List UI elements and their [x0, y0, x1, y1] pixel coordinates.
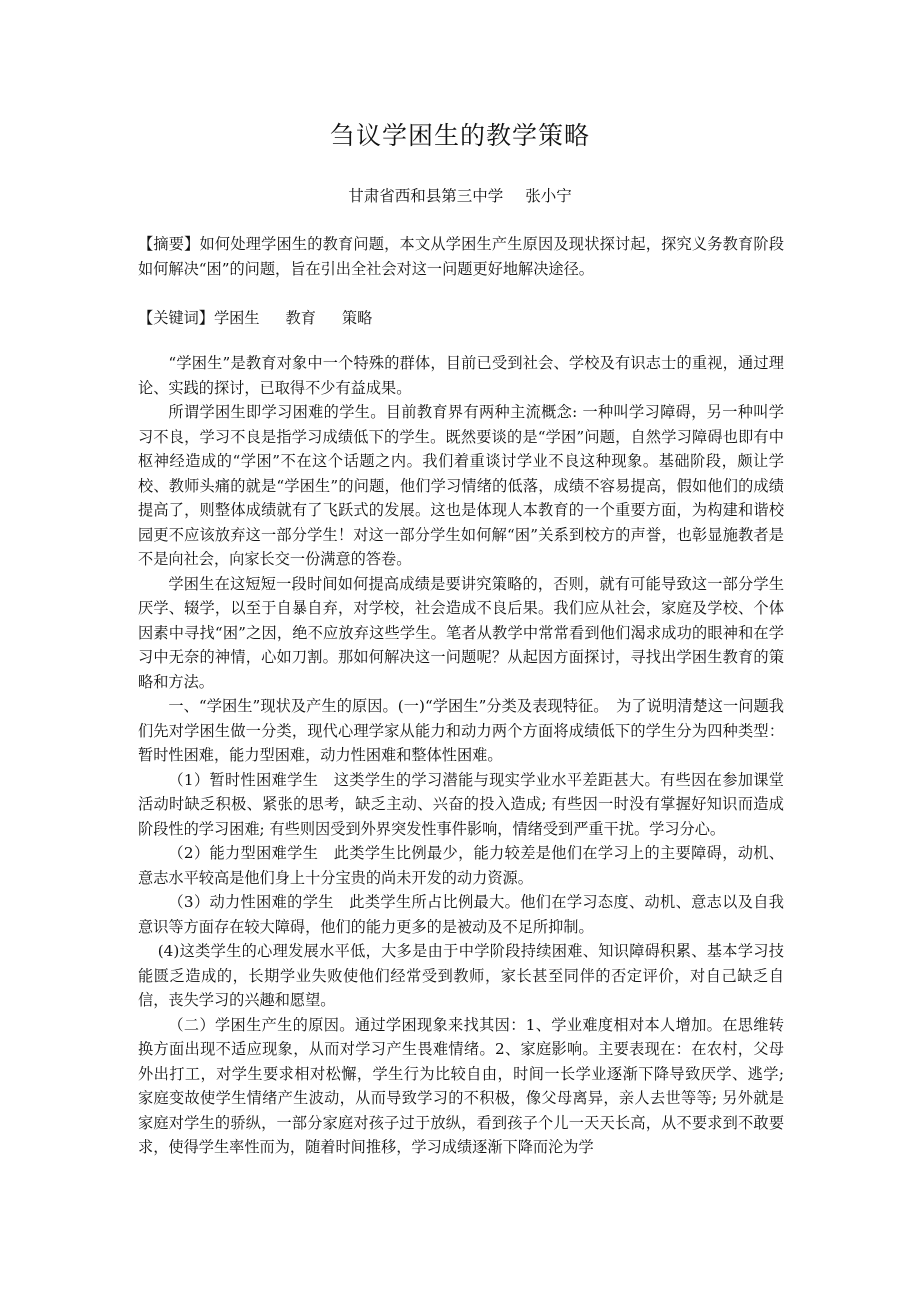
- paragraph: “学困生”是教育对象中一个特殊的群体，目前已受到社会、学校及有识志士的重视，通过理论、实践的探讨，已取得不少有益成果。: [138, 354, 784, 397]
- author-line: [0, 184, 920, 208]
- keywords-label: 【关键词】: [138, 309, 214, 327]
- document-title: 刍议学困生的教学策略: [329, 121, 590, 150]
- abstract-text: 如何处理学困生的教育问题，本文从学困生产生原因及现状探讨起，探究义务教育阶段如何解决“困”的问题，旨在引出全社会对这一问题更好地解决途径。: [138, 235, 785, 278]
- abstract-label: 【摘要】: [138, 235, 200, 253]
- paragraph: 一、“学困生”现状及产生的原因。(一)“学困生”分类及表现特征。 为了说明清楚这一问题我们先对学困生做一分类，现代心理学家从能力和动力两个方面将成绩低下的学生分为四种类型：暂时性困难，能力型困难，动力性困难和整体性困难。: [138, 697, 784, 764]
- body-text: [138, 351, 784, 1160]
- keyword: 策略: [341, 309, 373, 327]
- paragraph: 学困生在这短短一段时间如何提高成绩是要讲究策略的，否则，就有可能导致这一部分学生厌学、辍学，以至于自暴自弃，对学校，社会造成不良后果。我们应从社会，家庭及学校、个体因素中寻找“困”之因，绝不应放弃这些学生。笔者从教学中常常看到他们渴求成功的眼神和在学习中无奈的神情，心如刀割。那如何解决这一问题呢？从起因方面探讨，寻找出学困生教育的策略和方法。: [138, 574, 784, 691]
- paragraph: （2）能力型困难学生 此类学生比例最少，能力较差是他们在学习上的主要障碍，动机、意志水平较高是他们身上十分宝贵的尚未开发的动力资源。: [138, 844, 784, 887]
- keyword: 学困生: [213, 309, 260, 327]
- paragraph: 所谓学困生即学习困难的学生。目前教育界有两种主流概念: 一种叫学习障碍，另一种叫学习不良，学习不良是指学习成绩低下的学生。既然要谈的是“学困”问题，自然学习障碍也即有中枢神经造成的“学困”不在这个话题之内。我们着重谈讨学业不良这种现象。基础阶段，颇让学校、教师头痛的就是“学困生”的问题，他们学习情绪的低落，成绩不容易提高，假如他们的成绩提高了，则整体成绩就有了飞跃式的发展。这也是体现人本教育的一个重要方面，为构建和谐校园更不应该放弃这一部分学生！对这一部分学生如何解“困”关系到校方的声誉，也彰显施教者是不是向社会，向家长交一份满意的答卷。: [138, 403, 784, 568]
- paragraph: （3）动力性困难的学生 此类学生所占比例最大。他们在学习态度、动机、意志以及自我意识等方面存在较大障碍，他们的能力更多的是被动及不足所抑制。: [138, 893, 784, 936]
- keyword: 教育: [285, 309, 316, 327]
- paragraph: (4)这类学生的心理发展水平低，大多是由于中学阶段持续困难、知识障碍积累、基本学习技能匮乏造成的，长期学业失败使他们经常受到教师，家长甚至同伴的否定评价，对自己缺乏自信，丧失学习的兴趣和愿望。: [138, 942, 784, 1009]
- author-organization: 甘肃省西和县第三中学: [348, 187, 504, 205]
- author-name: 张小宁: [525, 187, 572, 205]
- paragraph: （1）暂时性困难学生 这类学生的学习潜能与现实学业水平差距甚大。有些因在参加课堂活动时缺乏积极、紧张的思考，缺乏主动、兴奋的投入造成; 有些因一时没有掌握好知识而造成阶段性的学习困难; 有些则因受到外界突发性事件影响，情绪受到严重干扰。学习分心。: [138, 770, 784, 838]
- abstract: [138, 232, 784, 281]
- paragraph: （二）学困生产生的原因。通过学困现象来找其因：1、学业难度相对本人增加。在思维转换方面出现不适应现象，从而对学习产生畏难情绪。2、家庭影响。主要表现在：在农村，父母外出打工，对学生要求相对松懈，学生行为比较自由，时间一长学业逐渐下降导致厌学、逃学; 家庭变故使学生情绪产生波动，从而导致学习的不积极，像父母离异，亲人去世等等; 另外就是家庭对学生的骄纵，一部分家庭对孩子过于放纵，看到孩子个儿一天天长高，从不要求到不敢要求，使得学生率性而为，随着时间推移，学习成绩逐渐下降而沦为学: [138, 1015, 784, 1156]
- keywords: [138, 306, 784, 331]
